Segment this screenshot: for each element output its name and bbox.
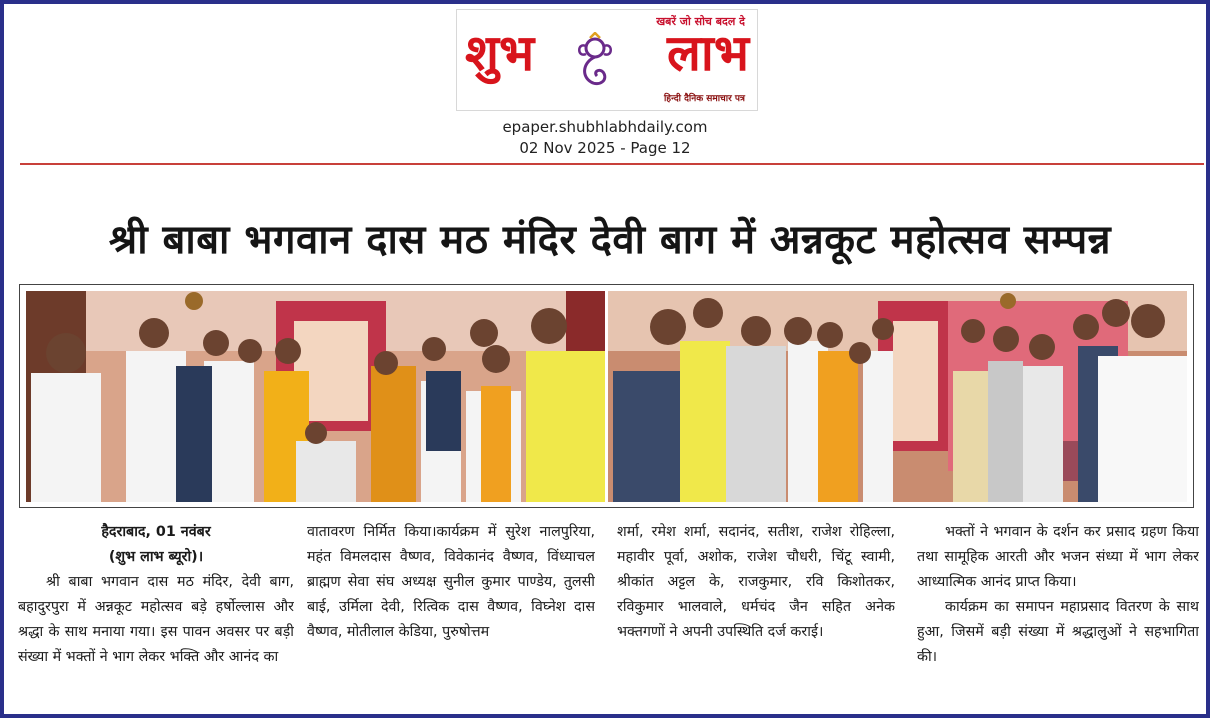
article-paragraph: वातावरण निर्मित किया।कार्यक्रम में सुरेश नालपुरिया, महंत विमलदास वैष्णव, विवेकानंद वैष्णव, विंध्याचल ब्राह्मण सेवा संघ अध्यक्ष सुनील कुमार पाण्डेय, तुलसी बाई, उर्मिला देवी, रित्विक दास वैष्णव, विघ्नेश दास वैष्णव, मोतीलाल केडिया, पुरुषोत्तम [307,524,595,640]
article-dateline: हैदराबाद, 01 नवंबर [101,524,211,540]
article-column-1 [18,520,294,712]
masthead-name-left: शुभ [465,24,535,82]
article-column-3 [617,520,895,712]
article-headline: श्री बाबा भगवान दास मठ मंदिर देवी बाग में अन्नकूट महोत्सव सम्पन्न [108,215,1112,263]
masthead-name-right: लाभ [667,24,749,82]
article-paragraph: श्री बाबा भगवान दास मठ मंदिर, देवी बाग, बहादुरपुरा में अन्नकूट महोत्सव बड़े हर्षोल्लास और श्रद्धा के साथ मनाया गया। इस पावन अवसर पर बड़ी संख्या में भक्तों ने भाग लेकर भक्ति और आनंद का [18,574,294,665]
event-photo-right[interactable] [608,291,1187,502]
masthead-logo[interactable] [456,9,758,111]
article-column-2 [307,520,595,712]
ganesha-icon [573,32,617,92]
event-photo-left[interactable] [26,291,605,502]
header-divider [20,163,1204,165]
photo-frame [19,284,1194,508]
article-byline: (शुभ लाभ ब्यूरो)। [108,549,204,565]
article-paragraph: शर्मा, रमेश शर्मा, सदानंद, सतीश, राजेश रोहिल्ला, महावीर पूर्वा, अशोक, राजेश चौधरी, चिंटू स्वामी, श्रीकांत अट्टल के, राजकुमार, रवि किशोतकर, रविकुमार भालवाले, धर्मचंद जैन सहित अनेक भक्तगणों ने अपनी उपस्थिति दर्ज कराई। [617,524,895,640]
edition-url[interactable]: epaper.shubhlabhdaily.com [502,118,708,136]
article-paragraph: कार्यक्रम का समापन महाप्रसाद वितरण के साथ हुआ, जिसमें बड़ी संख्या में श्रद्धालुओं ने सहभागिता की। [917,599,1199,665]
masthead-subtitle: हिन्दी दैनिक समाचार पत्र [663,94,745,104]
edition-date-page: 02 Nov 2025 - Page 12 [519,139,691,157]
article-column-4 [917,520,1199,712]
masthead-tagline: खबरें जो सोच बदल दे [656,15,745,28]
article-paragraph: भक्तों ने भगवान के दर्शन कर प्रसाद ग्रहण किया तथा सामूहिक आरती और भजन संध्या में भाग लेकर आध्यात्मिक आनंद प्राप्त किया। [917,524,1199,590]
